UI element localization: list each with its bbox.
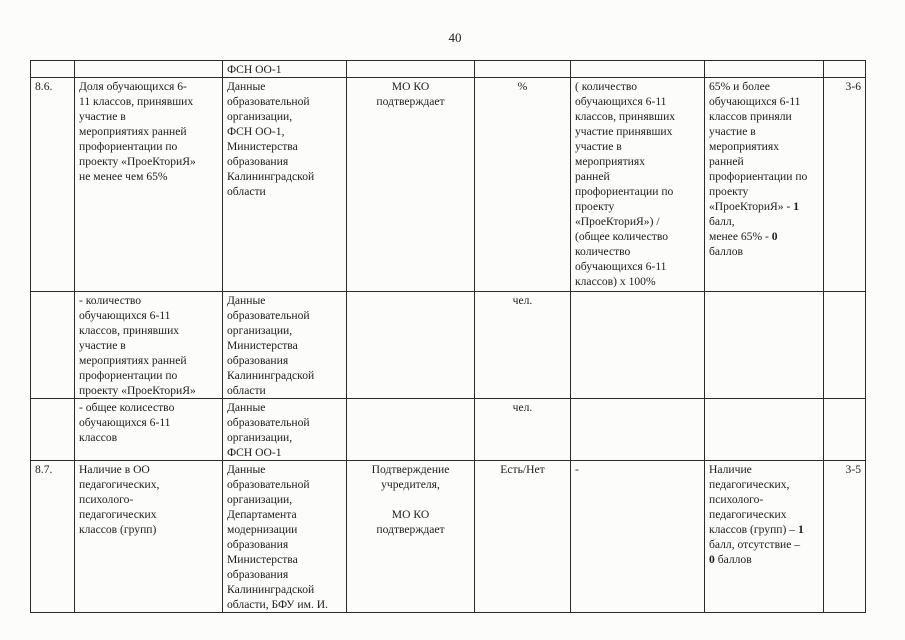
criteria-text: «ПроеКториЯ» - [709,200,794,213]
criteria-line: баллов [709,245,743,258]
cell-number [31,399,75,461]
criteria-line: профориентации по [709,170,808,183]
criteria-line: педагогических, [709,478,790,491]
criteria-line: мероприятиях [709,140,780,153]
cell-formula [571,399,705,461]
cell-criteria [705,78,824,292]
criteria-score-bold: 1 [793,200,800,213]
cell-source: Данные образовательной организации, Департамента модернизации образования Министерства образования Калининградской области, БФУ им. И. [223,461,347,613]
criteria-line-score [709,552,819,567]
criteria-line: психолого- [709,493,764,506]
cell-criteria [705,292,824,399]
criteria-line: проекту [709,185,749,198]
cell-criteria [705,61,824,78]
cell-points: 3-5 [824,461,866,613]
table-row [31,78,866,292]
criteria-line: педагогических [709,508,787,521]
cell-confirm [347,461,475,613]
cell-source: Данные образовательной организации, ФСН ОО-1, Министерства образования Калининградской области [223,78,347,292]
table-row [31,399,866,461]
criteria-line-score [709,522,819,537]
cell-confirm: МО КО подтверждает [347,78,475,292]
criteria-line: балл, отсутствие – [709,538,801,551]
criteria-line: ранней [709,155,744,168]
criteria-line: 65% и более [709,80,770,93]
cell-points [824,292,866,399]
criteria-line: участие в [709,125,756,138]
cell-unit [475,61,571,78]
criteria-text: классов (групп) – [709,523,798,536]
table-row [31,61,866,78]
cell-indicator: - общее колисество обучающихся 6-11 классов [75,399,223,461]
criteria-line: классов приняли [709,110,792,123]
cell-number: 8.6. [31,78,75,292]
cell-indicator: - количество обучающихся 6-11 классов, принявших участие в мероприятиях ранней профориентации по проекту «ПроеКториЯ» [75,292,223,399]
criteria-line-score [709,229,819,244]
cell-formula: ( количество обучающихся 6-11 классов, принявших участие принявших участие в мероприятиях ранней профориентации по проекту «ПроеКториЯ») / (общее количество количество обучающихся 6-11 классов) х 100% [571,78,705,292]
cell-points: 3-6 [824,78,866,292]
cell-formula [571,61,705,78]
cell-points [824,61,866,78]
cell-confirm [347,292,475,399]
criteria-score-bold: 1 [797,523,804,536]
criteria-score-bold: 0 [771,230,778,243]
cell-unit: чел. [475,399,571,461]
cell-source: ФСН ОО-1 [223,61,347,78]
cell-indicator [75,61,223,78]
cell-number [31,292,75,399]
cell-confirm [347,399,475,461]
cell-formula [571,292,705,399]
table-row [31,292,866,399]
cell-criteria [705,461,824,613]
cell-points [824,399,866,461]
cell-indicator: Наличие в ОО педагогических, психолого- педагогических классов (групп) [75,461,223,613]
table-row [31,461,866,613]
criteria-line: Наличие [709,463,752,476]
cell-number: 8.7. [31,461,75,613]
cell-unit: чел. [475,292,571,399]
confirm-moko: МО КО подтверждает [376,508,445,536]
confirm-founder: Подтверждение учредителя, [371,463,450,491]
criteria-line: обучающихся 6-11 [709,95,801,108]
cell-source: Данные образовательной организации, Министерства образования Калининградской области [223,292,347,399]
criteria-line: балл, [709,215,735,228]
cell-source: Данные образовательной организации, ФСН ОО-1 [223,399,347,461]
cell-unit: % [475,78,571,292]
cell-unit: Есть/Нет [475,461,571,613]
criteria-text: менее 65% - [709,230,772,243]
criteria-text: баллов [714,553,752,566]
criteria-table [30,60,866,613]
criteria-score-bold: 0 [709,553,715,566]
cell-formula: - [571,461,705,613]
cell-confirm [347,61,475,78]
cell-criteria [705,399,824,461]
cell-number [31,61,75,78]
page-number: 40 [448,30,462,45]
criteria-line-score [709,199,819,214]
cell-indicator: Доля обучающихся 6- 11 классов, принявших участие в мероприятиях ранней профориентации по проекту «ПроеКториЯ» не менее чем 65% [75,78,223,292]
